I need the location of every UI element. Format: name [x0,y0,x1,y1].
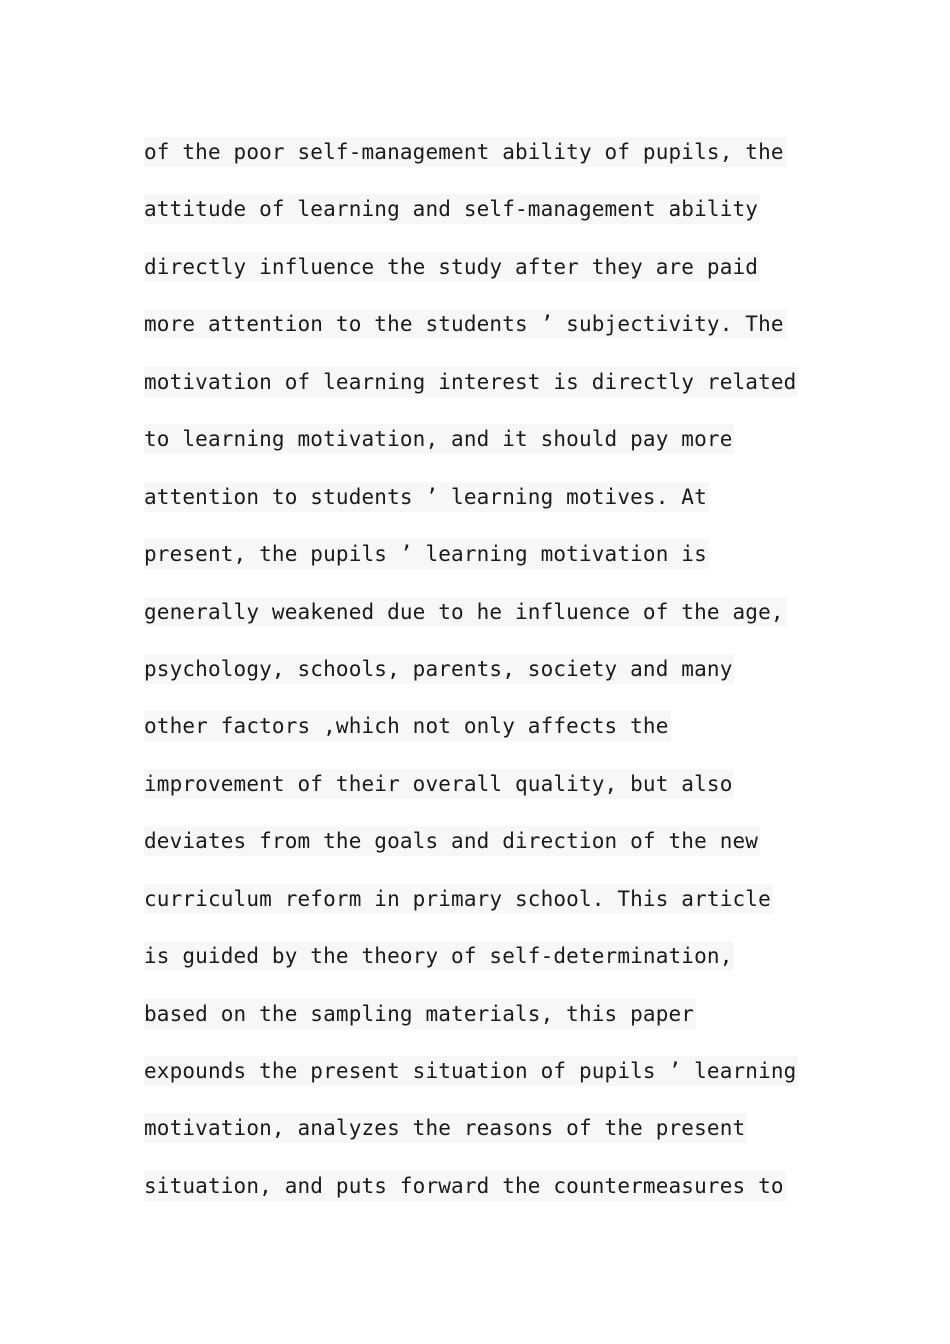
text-line-content: expounds the present situation of pupils ’ learning [144,1056,798,1086]
text-line [144,769,824,826]
text-line [144,1113,824,1170]
text-line-content: other factors ,which not only affects the [144,711,671,741]
text-line [144,482,824,539]
text-line-content: motivation, analyzes the reasons of the present [144,1113,747,1143]
text-line [144,137,824,194]
text-line [144,539,824,596]
text-line-content: curriculum reform in primary school. This article [144,884,773,914]
text-line [144,711,824,768]
text-line [144,826,824,883]
text-line [144,597,824,654]
text-line-content: attention to students ’ learning motives. At [144,482,709,512]
text-line-content: present, the pupils ’ learning motivation is [144,539,709,569]
text-line-content: improvement of their overall quality, but also [144,769,734,799]
text-line-content: is guided by the theory of self-determination, [144,941,734,971]
text-line-content: situation, and puts forward the countermeasures to [144,1171,786,1201]
text-line-content: generally weakened due to he influence of the age, [144,597,786,627]
text-line [144,309,824,366]
text-line [144,941,824,998]
text-line [144,654,824,711]
text-line-content: psychology, schools, parents, society and many [144,654,734,684]
text-line-content: of the poor self-management ability of pupils, the [144,137,786,167]
text-line-content: attitude of learning and self-management ability [144,194,760,224]
text-line [144,1056,824,1113]
text-line [144,999,824,1056]
text-line [144,367,824,424]
text-line-content: more attention to the students ’ subjectivity. The [144,309,786,339]
text-line [144,424,824,481]
text-line-content: motivation of learning interest is directly related [144,367,798,397]
text-line-content: based on the sampling materials, this paper [144,999,696,1029]
abstract-text [144,137,824,1228]
text-line [144,884,824,941]
text-line [144,252,824,309]
text-line-content: directly influence the study after they are paid [144,252,760,282]
text-line-content: to learning motivation, and it should pay more [144,424,734,454]
text-line [144,194,824,251]
text-line [144,1171,824,1228]
text-line-content: deviates from the goals and direction of the new [144,826,760,856]
